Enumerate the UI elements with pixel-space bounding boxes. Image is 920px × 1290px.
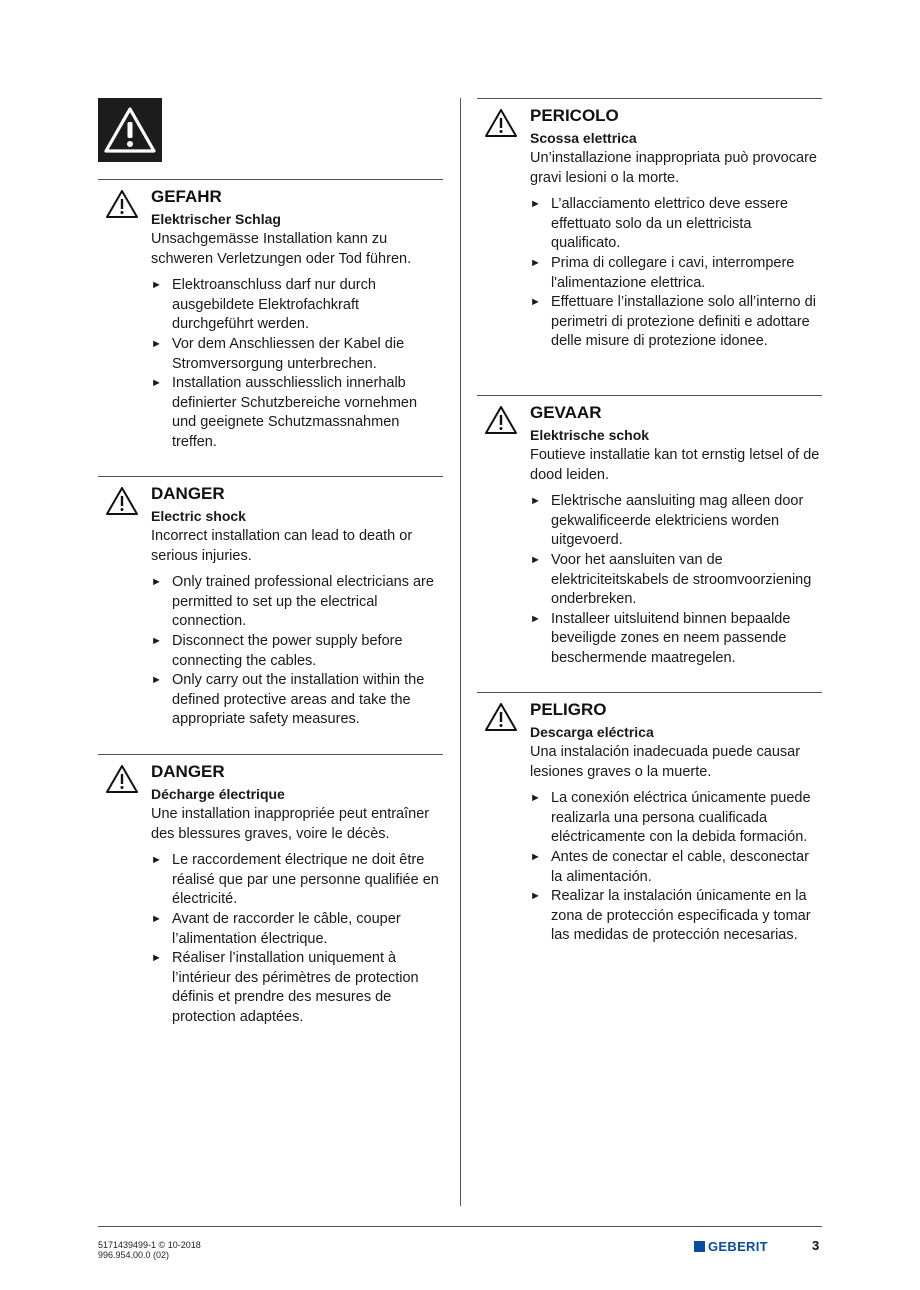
warning-block-es: [477, 692, 822, 944]
warning-item: ► Elektroanschluss darf nur durch ausgebildete Elektrofachkraft durchgeführt werden.: [151, 277, 376, 333]
warning-subheading: Descarga eléctrica: [530, 724, 654, 740]
warning-heading: PERICOLO: [530, 106, 619, 125]
warning-subheading: Electric shock: [151, 508, 246, 524]
arrow-bullet-icon: ►: [530, 256, 541, 269]
footer-rule: [98, 1226, 822, 1227]
arrow-bullet-icon: ►: [151, 952, 162, 965]
warning-triangle-icon: [484, 702, 518, 732]
warning-item: ► Disconnect the power supply before connecting the cables.: [151, 632, 403, 669]
warning-block-nl: [477, 395, 822, 666]
column-divider: [460, 98, 461, 1206]
arrow-bullet-icon: ►: [530, 612, 541, 625]
warning-item: ► Antes de conectar el cable, desconectar la alimentación.: [530, 848, 809, 885]
arrow-bullet-icon: ►: [530, 495, 541, 508]
arrow-bullet-icon: ►: [530, 553, 541, 566]
brand-logo: [694, 1239, 768, 1253]
arrow-bullet-icon: ►: [151, 674, 162, 687]
logo-square-icon: [694, 1241, 705, 1252]
warning-item: ► Effettuare l’installazione solo all’interno di perimetri di protezione definiti e adottare delle misure di protezione idonee.: [530, 294, 816, 350]
arrow-bullet-icon: ►: [151, 337, 162, 350]
warning-item: ► Installeer uitsluitend binnen bepaalde beveiligde zones en neem passende beschermende maatregelen.: [530, 610, 791, 666]
arrow-bullet-icon: ►: [151, 377, 162, 390]
warning-triangle-icon: [484, 108, 518, 138]
footer-doc-number: 5171439499-1 © 10-2018: [98, 1240, 201, 1250]
warning-item: ► Installation ausschliesslich innerhalb definierter Schutzbereiche vornehmen und geeignete Schutzmassnahmen treffen.: [151, 375, 418, 450]
arrow-bullet-icon: ►: [530, 890, 541, 903]
arrow-bullet-icon: ►: [530, 198, 541, 211]
logo-text: GEBERIT: [708, 1238, 768, 1254]
warning-subheading: Elektrischer Schlag: [151, 211, 281, 227]
warning-triangle-icon: [484, 405, 518, 435]
warning-item: ► Realizar la instalación únicamente en la zona de protección especificada y tomar las medidas de protección necesarias.: [530, 888, 811, 944]
page-number: 3: [812, 1238, 820, 1253]
warning-item: ► Vor dem Anschliessen der Kabel die Stromversorgung unterbrechen.: [151, 335, 405, 372]
warning-block-en: [98, 476, 443, 728]
warning-heading: GEVAAR: [530, 403, 602, 422]
warning-item: ► Réaliser l’installation uniquement à l’intérieur des périmètres de protection définis et prendre des mesures de protection adaptées.: [151, 950, 419, 1025]
warning-item: ► Le raccordement électrique ne doit être réalisé que par une personne qualifiée en électricité.: [151, 852, 439, 908]
warning-description: Un’installazione inappropriata può provocare gravi lesioni o la morte.: [530, 150, 817, 186]
warning-heading: DANGER: [151, 762, 225, 781]
warning-description: Una instalación inadecuada puede causar lesiones graves o la muerte.: [530, 744, 801, 780]
warning-heading: PELIGRO: [530, 700, 607, 719]
warning-item: ► Avant de raccorder le câble, couper l’alimentation électrique.: [151, 910, 401, 947]
warning-item: ► Only carry out the installation within the defined protective areas and take the appropriate safety measures.: [151, 672, 425, 728]
footer-doc-info: [98, 1240, 201, 1260]
footer-doc-ref: 996.954.00.0 (02): [98, 1250, 170, 1260]
arrow-bullet-icon: ►: [151, 634, 162, 647]
warning-item: ► Only trained professional electricians are permitted to set up the electrical connection.: [151, 574, 434, 630]
large-warning-icon: [98, 98, 162, 162]
warning-item: ► Elektrische aansluiting mag alleen door gekwalificeerde elektriciens worden uitgevoerd.: [530, 493, 804, 549]
warning-block-it: [477, 98, 822, 350]
warning-block-fr: [98, 754, 443, 1025]
arrow-bullet-icon: ►: [151, 912, 162, 925]
warning-item: ► Voor het aansluiten van de elektriciteitskabels de stroomvoorziening onderbreken.: [530, 551, 812, 608]
warning-triangle-icon: [105, 189, 139, 219]
warning-subheading: Décharge électrique: [151, 786, 285, 802]
warning-heading: DANGER: [151, 484, 225, 503]
warning-block-de: [98, 179, 443, 450]
warning-description: Foutieve installatie kan tot ernstig letsel of de dood leiden.: [530, 447, 820, 483]
arrow-bullet-icon: ►: [530, 296, 541, 309]
arrow-bullet-icon: ►: [530, 792, 541, 805]
warning-triangle-icon: [105, 486, 139, 516]
warning-item: ► L’allacciamento elettrico deve essere effettuato solo da un elettricista qualificato.: [530, 196, 788, 252]
arrow-bullet-icon: ►: [151, 854, 162, 867]
warning-description: Incorrect installation can lead to death or serious injuries.: [151, 528, 413, 564]
warning-heading: GEFAHR: [151, 187, 222, 206]
warning-subheading: Elektrische schok: [530, 427, 650, 443]
arrow-bullet-icon: ►: [151, 576, 162, 589]
warning-triangle-icon: [105, 764, 139, 794]
warning-subheading: Scossa elettrica: [530, 130, 637, 146]
arrow-bullet-icon: ►: [530, 850, 541, 863]
arrow-bullet-icon: ►: [151, 279, 162, 292]
warning-item: ► Prima di collegare i cavi, interrompere l'alimentazione elettrica.: [530, 254, 795, 291]
warning-description: Unsachgemässe Installation kann zu schweren Verletzungen oder Tod führen.: [151, 231, 412, 267]
warning-item: ► La conexión eléctrica únicamente puede realizarla una persona cualificada eléctricamente con la debida formación.: [530, 790, 811, 846]
warning-description: Une installation inappropriée peut entraîner des blessures graves, voire le décès.: [151, 806, 430, 842]
